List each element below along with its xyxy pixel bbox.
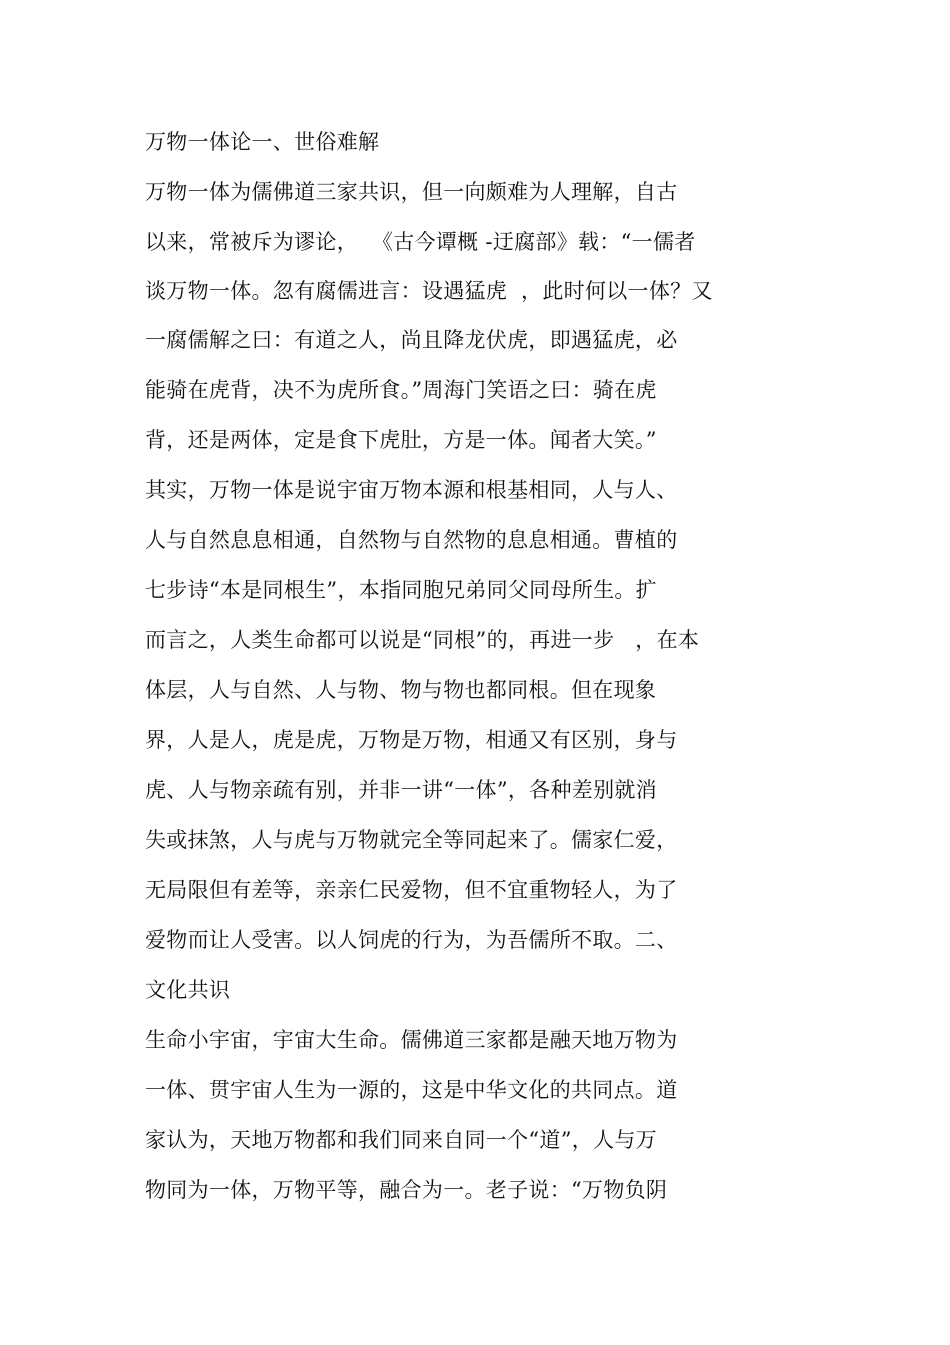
- section-heading: 文化共识: [145, 978, 231, 1002]
- document-title: 万物一体论一、世俗难解: [145, 130, 380, 154]
- text-line: 一体、贯宇宙人生为一源的，这是中华文化的共同点。道: [145, 1078, 678, 1102]
- text-line: 一腐儒解之曰：有道之人，尚且降龙伏虎，即遇猛虎，必: [145, 328, 678, 352]
- text-line: 人与自然息息相通，自然物与自然物的息息相通。曹植的: [145, 528, 678, 552]
- text-line: 七步诗“本是同根生”，本指同胞兄弟同父同母所生。扩: [145, 578, 657, 602]
- text-line: 谈万物一体。忽有腐儒进言：设遇猛虎 ，此时何以一体？又: [145, 279, 713, 303]
- text-line: 无局限但有差等，亲亲仁民爱物，但不宜重物轻人，为了: [145, 878, 678, 902]
- text-line: 以来，常被斥为谬论， 《古今谭概 -迂腐部》载：“一儒者: [145, 230, 696, 254]
- text-line: 失或抹煞，人与虎与万物就完全等同起来了。儒家仁爱，: [145, 828, 678, 852]
- text-line: 万物一体为儒佛道三家共识，但一向颇难为人理解，自古: [145, 180, 678, 204]
- text-line: 界，人是人，虎是虎，万物是万物，相通又有区别，身与: [145, 728, 678, 752]
- text-line: 能骑在虎背，决不为虎所食。”周海门笑语之曰：骑在虎: [145, 378, 657, 402]
- text-line: 物同为一体，万物平等，融合为一。老子说：“万物负阴: [145, 1178, 668, 1202]
- text-line: 体层，人与自然、人与物、物与物也都同根。但在现象: [145, 678, 657, 702]
- text-line: 爱物而让人受害。以人饲虎的行为，为吾儒所不取。二、: [145, 928, 678, 952]
- text-line: 背，还是两体，定是食下虎肚，方是一体。闻者大笑。”: [145, 428, 657, 452]
- text-line: 生命小宇宙，宇宙大生命。儒佛道三家都是融天地万物为: [145, 1028, 678, 1052]
- text-line: 家认为，天地万物都和我们同来自同一个“道”，人与万: [145, 1128, 657, 1152]
- text-line: 其实，万物一体是说宇宙万物本源和根基相同，人与人、: [145, 478, 678, 502]
- text-line: 虎、人与物亲疏有别，并非一讲“一体”，各种差别就消: [145, 778, 657, 802]
- text-line: 而言之，人类生命都可以说是“同根”的，再进一步 ，在本: [145, 628, 700, 652]
